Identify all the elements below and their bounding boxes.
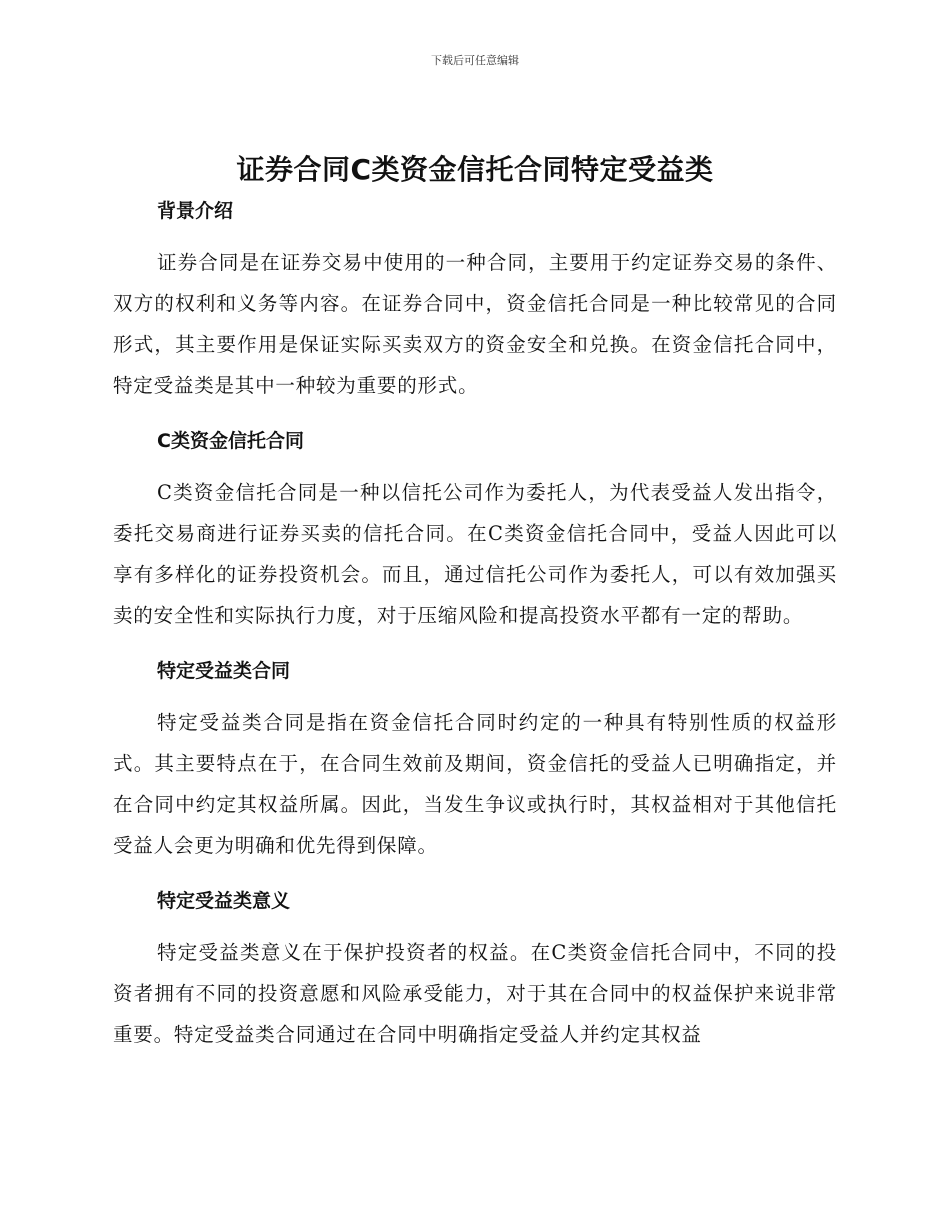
section-paragraph-background: 证券合同是在证券交易中使用的一种合同，主要用于约定证券交易的条件、双方的权利和义务等内容。在证券合同中，资金信托合同是一种比较常见的合同形式，其主要作用是保证实际买卖双方的资金安全和兑换。在资金信托合同中，特定受益类是其中一种较为重要的形式。 <box>113 251 837 397</box>
section-heading-background: 背景介绍 <box>157 200 234 222</box>
section-heading-c-class-trust: C类资金信托合同 <box>157 430 304 452</box>
section-heading-specific-beneficiary-meaning: 特定受益类意义 <box>157 890 291 912</box>
page-header: 下载后可任意编辑 <box>431 54 519 67</box>
document-title: 证券合同C类资金信托合同特定受益类 <box>236 153 714 186</box>
section-paragraph-specific-beneficiary-contract: 特定受益类合同是指在资金信托合同时约定的一种具有特别性质的权益形式。其主要特点在于，在合同生效前及期间，资金信托的受益人已明确指定，并在合同中约定其权益所属。因此，当发生争议或执行时，其权益相对于其他信托受益人会更为明确和优先得到保障。 <box>113 711 837 857</box>
section-paragraph-c-class-trust: C类资金信托合同是一种以信托公司作为委托人，为代表受益人发出指令，委托交易商进行证券买卖的信托合同。在C类资金信托合同中，受益人因此可以享有多样化的证券投资机会。而且，通过信托公司作为委托人，可以有效加强买卖的安全性和实际执行力度，对于压缩风险和提高投资水平都有一定的帮助。 <box>113 481 837 627</box>
section-paragraph-specific-beneficiary-meaning: 特定受益类意义在于保护投资者的权益。在C类资金信托合同中，不同的投资者拥有不同的投资意愿和风险承受能力，对于其在合同中的权益保护来说非常重要。特定受益类合同通过在合同中明确指定受益人并约定其权益 <box>113 941 837 1046</box>
document-body <box>113 150 837 1055</box>
section-heading-specific-beneficiary-contract: 特定受益类合同 <box>157 660 291 682</box>
